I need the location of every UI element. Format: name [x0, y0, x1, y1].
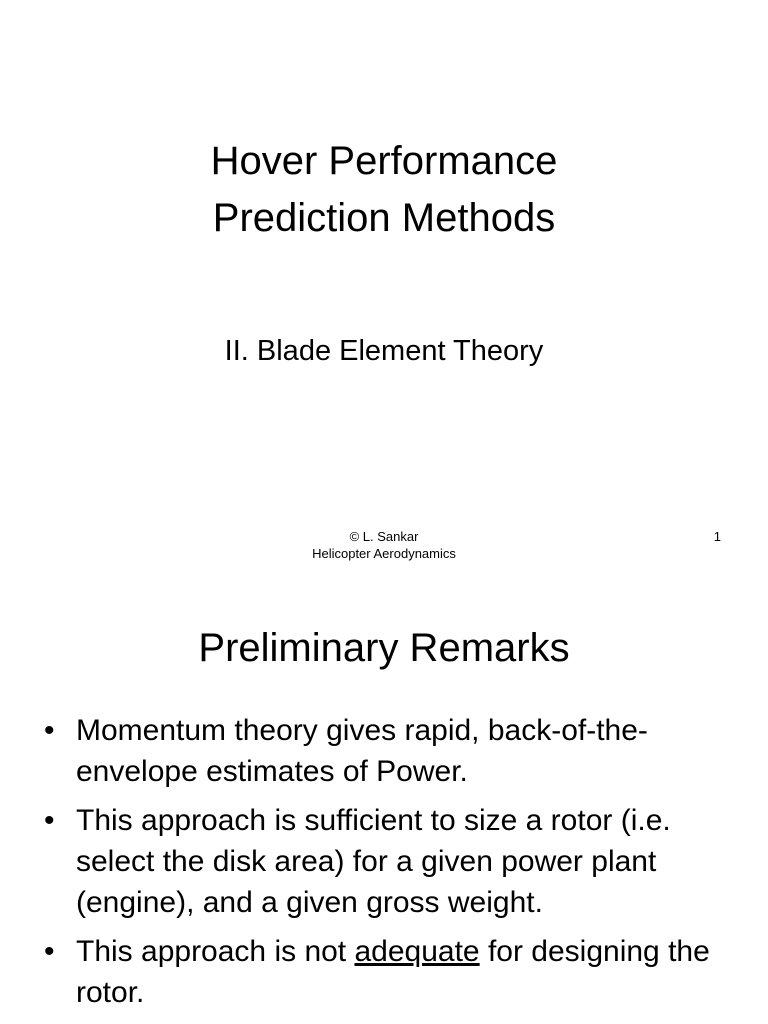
slide-footer — [0, 528, 768, 562]
slide-title — [0, 133, 768, 247]
slide-title-line-2: Prediction Methods — [212, 196, 556, 240]
bullet-dot-icon: • — [44, 804, 55, 837]
bullet-text-underlined: adequate — [354, 935, 480, 968]
bullet-item — [44, 710, 744, 792]
bullet-item — [44, 931, 744, 1013]
section-title: Preliminary Remarks — [198, 626, 570, 670]
bullet-dot-icon: • — [44, 935, 55, 968]
footer-course: Helicopter Aerodynamics — [312, 546, 456, 561]
slide-title-line-1: Hover Performance — [210, 139, 558, 183]
bullet-text-before: This approach is not — [76, 935, 355, 968]
slide-2 — [0, 576, 768, 1024]
bullet-text-after: for designing the rotor. — [76, 935, 710, 1009]
page-number: 1 — [713, 529, 721, 544]
bullet-list — [44, 710, 744, 1021]
bullet-text — [76, 935, 710, 1009]
bullet-dot-icon: • — [44, 714, 55, 747]
bullet-text: This approach is sufficient to size a rotor (i.e. select the disk area) for a given power plant (engine), and a given gross weight. — [76, 804, 671, 919]
footer-copyright: © L. Sankar — [349, 529, 419, 544]
bullet-text: Momentum theory gives rapid, back-of-the-envelope estimates of Power. — [76, 714, 648, 788]
slide-subtitle: II. Blade Element Theory — [224, 335, 544, 367]
bullet-item — [44, 800, 744, 923]
